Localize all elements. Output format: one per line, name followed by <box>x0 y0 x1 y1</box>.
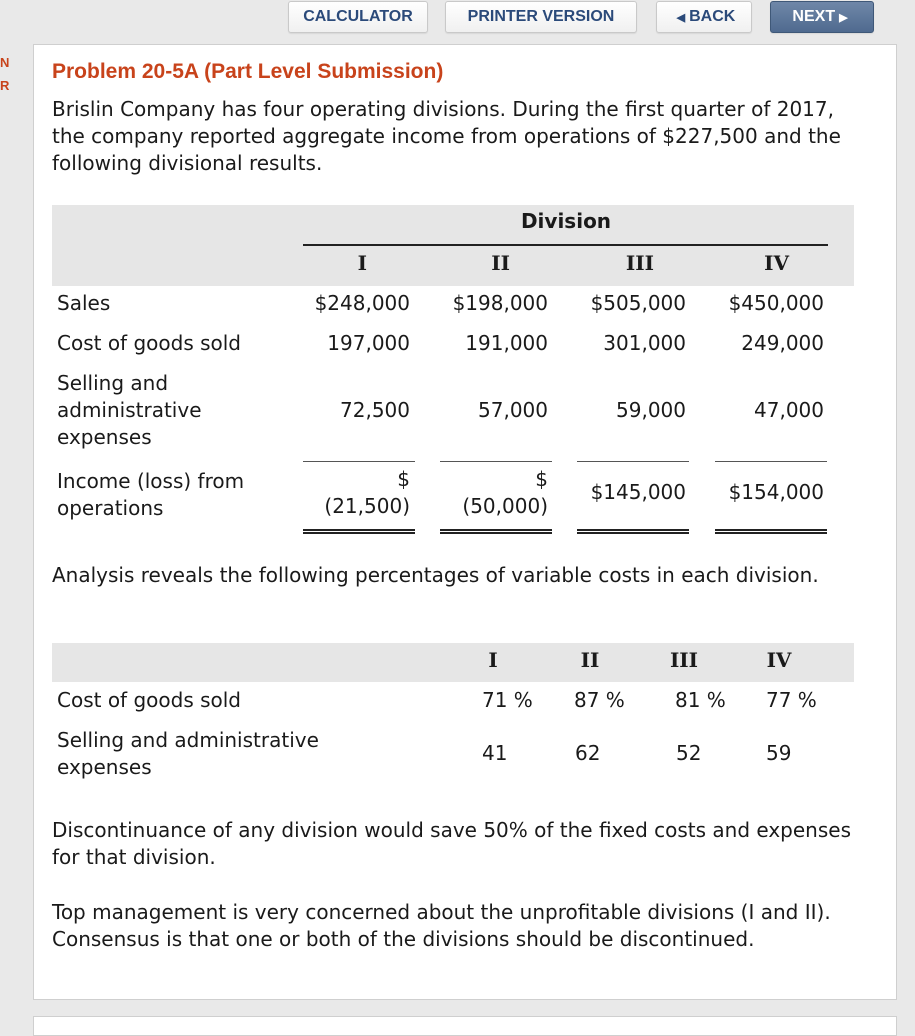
row-label-sa-2: administrative <box>57 398 202 422</box>
rule <box>577 461 689 462</box>
cell: 301,000 <box>603 331 686 355</box>
edge-letter-1: N <box>0 55 10 70</box>
var-row-label-sa-2: expenses <box>57 755 152 779</box>
division-header: Division <box>520 209 612 233</box>
cell: 71 % <box>482 688 533 712</box>
problem-title: Problem 20-5A (Part Level Submission) <box>52 60 444 83</box>
row-label-cogs: Cost of goods sold <box>57 331 242 355</box>
double-rule <box>440 529 552 534</box>
var-row-label-sa-1: Selling and administrative <box>57 728 319 752</box>
cell: 47,000 <box>754 398 824 422</box>
double-rule <box>715 529 827 534</box>
cell: $450,000 <box>728 291 824 315</box>
cell: $198,000 <box>452 291 548 315</box>
chevron-right-icon: ▶ <box>839 11 848 24</box>
chevron-left-icon: ◀ <box>676 11 686 24</box>
row-label-income-1: Income (loss) from <box>57 469 245 493</box>
row-label-income-2: operations <box>57 496 164 520</box>
rule <box>440 461 552 462</box>
cell: 59 <box>766 741 792 765</box>
var-col-II: II <box>580 648 600 672</box>
back-label: BACK <box>689 8 736 25</box>
cell: $154,000 <box>728 480 824 504</box>
analysis-text: Analysis reveals the following percentages of variable costs in each division. <box>52 563 819 587</box>
var-row-label-cogs: Cost of goods sold <box>57 688 242 712</box>
col-header-III: III <box>625 251 654 275</box>
cell: $145,000 <box>590 480 686 504</box>
intro-text: Brislin Company has four operating divisions. During the first quarter of 2017, the company reported aggregate income from operations of $227,500 and the following divisional results. <box>52 97 841 175</box>
rule <box>715 461 827 462</box>
cell: 77 % <box>766 688 817 712</box>
cell: $505,000 <box>590 291 686 315</box>
var-col-IV: IV <box>766 648 792 672</box>
var-col-III: III <box>669 648 699 672</box>
back-button[interactable] <box>656 1 752 33</box>
cell: (21,500) <box>324 494 410 518</box>
division-underline <box>303 244 828 246</box>
cell: 62 <box>575 741 601 765</box>
var-col-I: I <box>488 648 498 672</box>
next-label: NEXT <box>792 8 836 25</box>
variable-table-header <box>52 643 854 682</box>
discontinuance-text: Discontinuance of any division would save 50% of the fixed costs and expenses for that division. <box>52 818 851 869</box>
calculator-button[interactable]: CALCULATOR <box>288 1 428 33</box>
printer-version-button[interactable]: PRINTER VERSION <box>445 1 637 33</box>
col-header-IV: IV <box>764 251 789 275</box>
cell: (50,000) <box>462 494 548 518</box>
double-rule <box>577 529 689 534</box>
cell: 191,000 <box>465 331 548 355</box>
rule <box>303 461 415 462</box>
col-header-II: II <box>491 251 510 275</box>
cell: 41 <box>482 741 508 765</box>
cell: 249,000 <box>741 331 824 355</box>
cell: $ <box>397 467 410 491</box>
cell: 57,000 <box>478 398 548 422</box>
cell: 87 % <box>574 688 625 712</box>
cell: 59,000 <box>616 398 686 422</box>
cell: 72,500 <box>340 398 410 422</box>
col-header-I: I <box>357 251 367 275</box>
cell: 52 <box>676 741 702 765</box>
toolbar <box>0 0 915 40</box>
double-rule <box>303 529 415 534</box>
next-button[interactable] <box>770 1 874 33</box>
cell: $ <box>535 467 548 491</box>
management-text: Top management is very concerned about the unprofitable divisions (I and II). Consensus is that one or both of the divisions should be discontinued. <box>52 900 831 951</box>
cell: $248,000 <box>314 291 410 315</box>
row-label-sales: Sales <box>57 291 111 315</box>
edge-letter-2: R <box>0 78 10 93</box>
row-label-sa-1: Selling and <box>57 371 169 395</box>
cell: 81 % <box>675 688 726 712</box>
row-label-sa-3: expenses <box>57 425 152 449</box>
next-panel <box>33 1016 897 1036</box>
cell: 197,000 <box>327 331 410 355</box>
